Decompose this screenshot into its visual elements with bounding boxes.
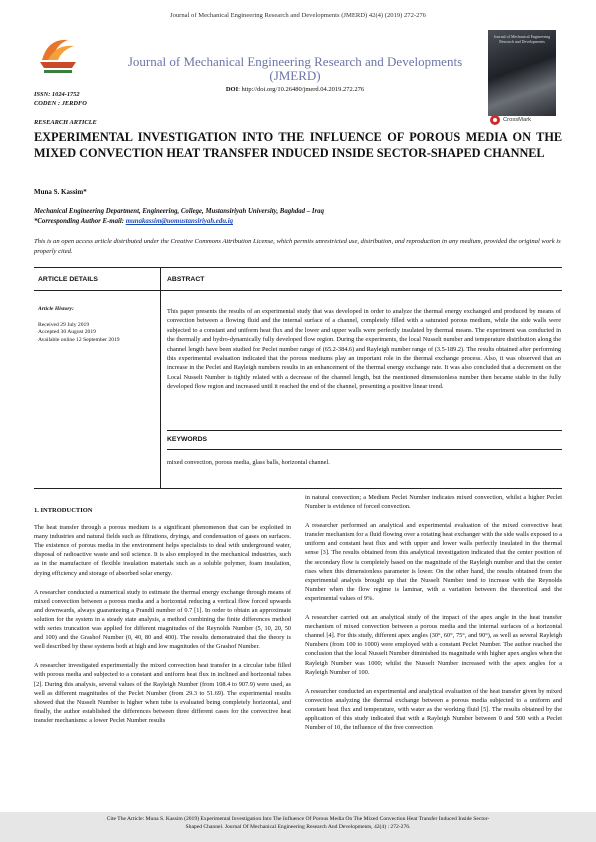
doi-link[interactable]: : http://doi.org/10.26480/jmerd.04.2019.272.276 [238,86,365,93]
divider [167,430,562,431]
citation-line-1: Cite The Article: Muna S. Kassim (2019) Experimental Investigation Into The Influence Of Porous Media On The Mixed Convection Heat Transfer Induced Inside Sector- [106,816,490,822]
online-date: Available online 12 September 2019 [38,336,120,343]
journal-cover-image [488,30,556,116]
issn-block [34,90,87,108]
article-title: EXPERIMENTAL INVESTIGATION INTO THE INFLUENCE OF POROUS MEDIA ON THE MIXED CONVECTION HEAT TRANSFER INDUCED INSIDE SECTOR-SHAPED CHANNEL [34,130,562,161]
cover-title: Journal of Mechanical Engineering Research and Developments [493,34,551,44]
citation-footer [34,815,562,831]
crossmark-badge[interactable] [490,115,531,125]
paragraph: The heat transfer through a porous medium is a significant phenomenon that can be exploited in many industries and natural fields such as filtrations, dryings, and condensation of gases on surfaces. The existence of porous media in the environment helps specialists to deal with underground water, disposal of radioactive waste and soil science. It is also employed in the mechanical industries, such as in the manufacture of flexible insulation materials such as a soluble polymer, foam insulation, drying efficiency and storage of absorbed solar energy. [34,524,291,577]
introduction-heading: 1. INTRODUCTION [34,507,93,514]
corresponding-label: *Corresponding Author E-mail: [34,218,126,225]
author: Muna S. Kassim* [34,188,87,196]
divider [34,488,562,489]
paragraph: A researcher investigated experimentally the mixed convection heat transfer in a circular tube filled with porous media and subjected to a constant and uniform heat flux in inclined and horizontal tubes [2]. During this analysis, several values of the Rayleigh Number (from 108.4 to 907.9) were used, as well as different magnitudes of the Peclet Number (from 29.3 to 51.69). The experimental results showed that the Nusselt Number is higher when tube is evaluated being completely horizontal, and finally, the author established the differences between three different cases for the convective heat transfer mechanisms: a lower Peclet Number results [34,662,291,724]
article-history [38,306,156,344]
divider [34,290,562,291]
accepted-date: Accepted 30 August 2019 [38,329,96,336]
paragraph: A researcher conducted a numerical study to estimate the thermal energy exchange through means of mixed convection between a porous media and a horizontal reducing a vertical flow forced upwards and downwards, always guaranteeing a Prandtl number of 0.7 [1]. In order to obtain an approximate solution for the system in a steady state analysis, a method combining the finite differences method with series truncation was applied for different magnitudes of the Reynolds Number (5, 10, 20, 50 and 100) and the Grashof Number (0, 40, 80 and 400). The results demonstrated that the theory is well described by these systems both at high and low magnitudes of the Grashof Number. [34,588,291,651]
paragraph: A researcher carried out an analytical study of the impact of the apex angle in the heat transfer mechanism of mixed convection between a porous media and the internal surfaces of a horizontal channel [4]. For this study, different apex angles (30°, 60°, 75°, and 90°), as well as several Rayleigh Numbers (from 100 to 1000) were employed with a constant Peclet Number. The author reached the conclusion that the local Nusselt Number diminished its magnitude with higher apex angles when the Rayleigh Number was 1000; whilst the Nusselt Number increased with the apex angles for a Rayleigh Number of 100. [305,614,562,676]
paragraph: in natural convection; a Medium Peclet Number indicates mixed convection, whilst a higher Peclet Number is evidence of forced convection. [305,494,562,511]
affiliation: Mechanical Engineering Department, Engineering, College, Mustansiriyah University, Baghdad – Iraq [34,208,324,215]
divider [34,267,562,268]
doi-line [150,86,440,93]
coden: CODEN : JERDFO [34,100,87,107]
paragraph: A researcher performed an analytical and experimental evaluation of the mixed convective heat transfer mechanism for a fluid flowing over a rotating heat exchanger with the side walls exposed to a uniform and constant heat flux and with upper and lower walls perfectly insulated in the thermal sense [3]. The results obtained from this analytical investigation indicated that the center position of the secondary flow is completely based on the magnitude of the Rayleigh number and that the center rises when this dimensionless parameter is lower. On the other hand, the results obtained from the experimental analysis brought up that the Nusselt Number tend to increase with the Reynolds Number when the flow regime is laminar, with a variation between the theoretical and the experimental values of 9%. [305,522,562,602]
affiliation-block [34,207,562,227]
crossmark-icon [490,115,500,125]
abstract-text: This paper presents the results of an experimental study that was developed in order to analyze the thermal energy exchanged and produced by means of convection between a flowing fluid and the internal surface of a channel, completely filled with a saturated porous medium, while the side walls were subjected to a constant and uniform heat flux and the lower and upper walls were perfectly insulated by thermal means. The experiment was conducted in the thermally and hydro-dynamically fully developed flow region. During the experiments, the local Nusselt number and temperature distribution along the channel length have been studied for Peclet number range of (65.2-384.6) and Rayleigh number range of (3.5-189.2). The results obtained after performing this experimental evaluation indicated that the porous mediums play an important role in the thermal exchange process. Also, it was observed that an increase in the Peclet and Rayleigh numbers results in an enhancement of the thermal energy exchange rate. It was also concluded that a decrement on the Local Nusselt Number is tightly related with a decrease of the channel length, but the mentioned dimensionless number then became stable in the fully developed flow region and increased until it reached the end of the channel, presenting a positive linear trend. [167,308,561,391]
journal-logo-icon [34,30,82,78]
citation-line-2: Shaped Channel. Journal Of Mechanical Engineering Research And Developments, 42(4) : 272-276. [185,824,411,830]
license-text: This is an open access article distributed under the Creative Commons Attribution License, which permits unrestricted use, distribution, and reproduction in any medium, provided the original work is properly cited. [34,238,561,255]
keywords-heading: KEYWORDS [167,436,208,443]
article-type: RESEARCH ARTICLE [34,119,97,126]
body-column-left [34,506,291,735]
journal-title: Journal of Mechanical Engineering Research and Developments (JMERD) [127,54,463,83]
column-divider [160,267,161,488]
running-head: Journal of Mechanical Engineering Research and Developments (JMERD) 42(4) (2019) 272-276 [170,12,426,19]
article-details-heading: ARTICLE DETAILS [38,276,98,283]
crossmark-label: CrossMark [503,117,532,123]
history-label: Article History: [38,306,74,312]
corresponding-email[interactable]: munakassim@uomustansiriyah.edu.iq [125,218,233,225]
doi-label: DOI [225,86,239,93]
body-column-right [305,493,562,742]
received-date: Received 29 July 2019 [38,321,90,328]
corresponding-author [34,217,562,227]
abstract-heading: ABSTRACT [167,276,205,283]
keywords-text: mixed convection, porous media, glass balls, horizontal channel. [167,459,330,466]
paragraph: A researcher conducted an experimental and analytical evaluation of the heat transfer given by mixed convection analyzing the thermal exchange between a porous media subjected to a uniform and constant heat flux and temperature, with water as the working fluid [5]. The results obtained by the application of this study indicated that with a Rayleigh Number between 0 and 500 with a Peclet Number of 10, the influence of the free convection [305,687,562,732]
issn: ISSN: 1024-1752 [34,91,80,98]
divider [167,449,562,450]
